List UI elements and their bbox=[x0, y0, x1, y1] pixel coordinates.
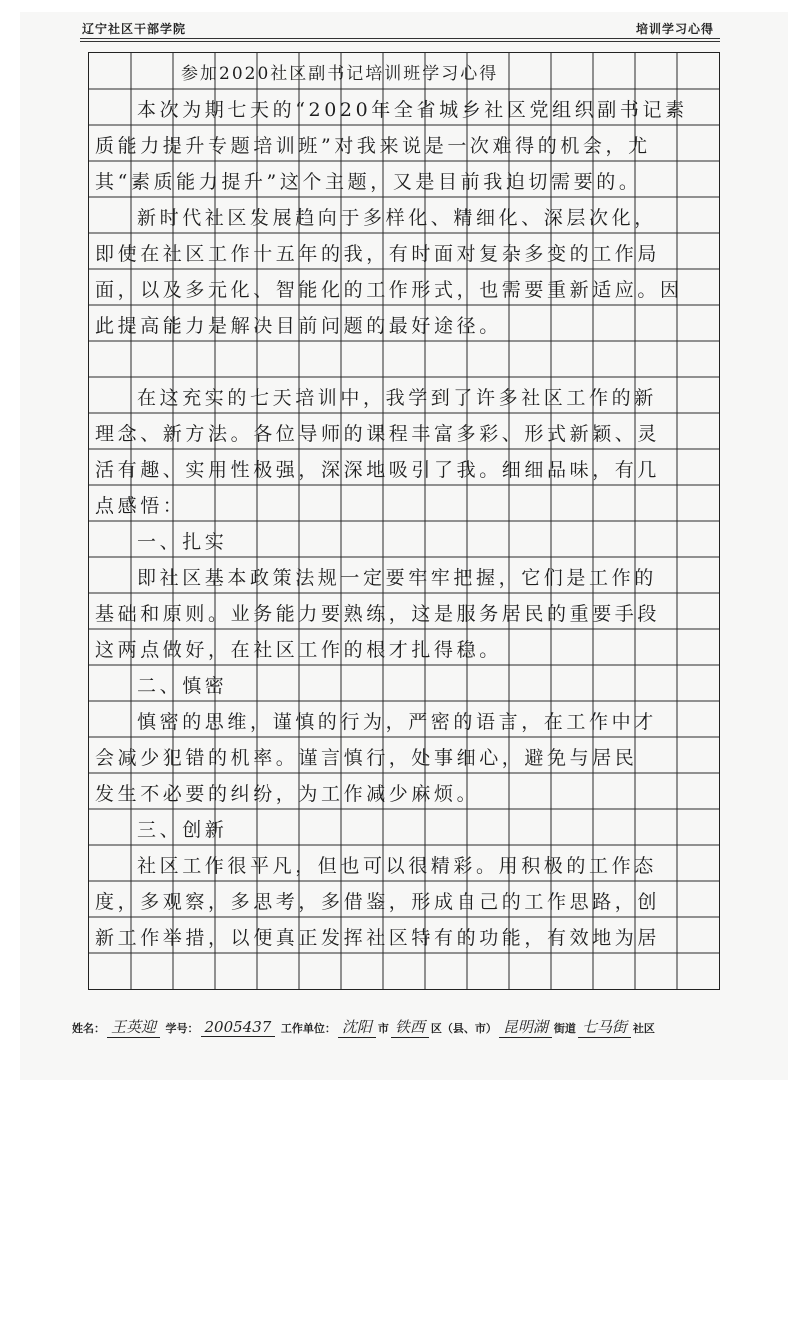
grid-row bbox=[89, 593, 719, 629]
name-value: 王英迎 bbox=[107, 1016, 160, 1038]
text-line: 活有趣、实用性极强，深深地吸引了我。细细品味，有几 bbox=[95, 459, 661, 481]
text-line: 面，以及多元化、智能化的工作形式，也需要重新适应。因 bbox=[95, 279, 683, 301]
text-line: 点感悟： bbox=[95, 495, 186, 517]
text-line: 社区工作很平凡，但也可以很精彩。用积极的工作态 bbox=[137, 855, 657, 877]
text-line: 本次为期七天的“2020年全省城乡社区党组织副书记素 bbox=[137, 99, 688, 121]
grid-row bbox=[89, 917, 719, 953]
grid-row bbox=[89, 845, 719, 881]
city-value: 沈阳 bbox=[338, 1016, 376, 1038]
header-rule-thin bbox=[80, 41, 720, 42]
city-suffix: 市 bbox=[377, 1022, 389, 1035]
section-heading: 一、扎实 bbox=[137, 531, 228, 553]
community-suffix: 社区 bbox=[632, 1022, 655, 1035]
text-line: 在这充实的七天培训中，我学到了许多社区工作的新 bbox=[137, 387, 657, 409]
street-suffix: 街道 bbox=[553, 1022, 576, 1035]
grid-row bbox=[89, 449, 719, 485]
institution-name: 辽宁社区干部学院 bbox=[82, 22, 187, 36]
community-value: 七马街 bbox=[578, 1016, 631, 1038]
text-line: 基础和原则。业务能力要熟练，这是服务居民的重要手段 bbox=[95, 603, 661, 625]
text-line: 慎密的思维，谨慎的行为，严密的语言，在工作中才 bbox=[137, 711, 657, 733]
text-line: 质能力提升专题培训班”对我来说是一次难得的机会，尤 bbox=[95, 135, 651, 157]
grid-row bbox=[89, 161, 719, 197]
grid-row bbox=[89, 305, 719, 341]
grid-row bbox=[89, 485, 719, 521]
grid-row bbox=[89, 881, 719, 917]
text-line: 新工作举措，以便真正发挥社区特有的功能，有效地为居 bbox=[95, 927, 661, 949]
grid-row bbox=[89, 89, 719, 125]
text-line: 度，多观察，多思考，多借鉴，形成自己的工作思路，创 bbox=[95, 891, 661, 913]
text-line: 此提高能力是解决目前问题的最好途径。 bbox=[95, 315, 502, 337]
grid-row bbox=[89, 269, 719, 305]
grid-row bbox=[89, 809, 719, 845]
district-suffix: 区（县、市） bbox=[430, 1022, 497, 1035]
text-line: 这两点做好，在社区工作的根才扎得稳。 bbox=[95, 639, 502, 661]
grid-row bbox=[89, 773, 719, 809]
grid-row bbox=[89, 557, 719, 593]
grid-row-title bbox=[89, 53, 719, 89]
grid-row bbox=[89, 197, 719, 233]
text-line: 发生不必要的纠纷，为工作减少麻烦。 bbox=[95, 783, 480, 805]
grid-row bbox=[89, 125, 719, 161]
name-label: 姓名： bbox=[72, 1022, 105, 1035]
grid-row bbox=[89, 377, 719, 413]
grid-row bbox=[89, 701, 719, 737]
text-line: 即社区基本政策法规一定要牢牢把握，它们是工作的 bbox=[137, 567, 657, 589]
student-id-label: 学号： bbox=[165, 1022, 199, 1035]
work-unit-label: 工作单位： bbox=[280, 1022, 336, 1035]
essay-title: 参加2020社区副书记培训班学习心得 bbox=[181, 64, 499, 84]
street-value: 昆明湖 bbox=[499, 1016, 552, 1038]
text-line: 会减少犯错的机率。谨言慎行，处事细心，避免与居民 bbox=[95, 747, 638, 769]
district-value: 铁西 bbox=[391, 1016, 429, 1038]
footer-info bbox=[72, 1016, 742, 1040]
grid-row bbox=[89, 665, 719, 701]
grid-row bbox=[89, 233, 719, 269]
section-heading: 三、创新 bbox=[137, 819, 228, 841]
text-line: 新时代社区发展趋向于多样化、精细化、深层次化， bbox=[137, 207, 657, 229]
header-rule bbox=[80, 38, 720, 39]
grid-row bbox=[89, 737, 719, 773]
section-heading: 二、慎密 bbox=[137, 675, 228, 697]
student-id-value: 2005437 bbox=[201, 1018, 276, 1037]
document-type: 培训学习心得 bbox=[636, 22, 715, 36]
grid-row bbox=[89, 629, 719, 665]
text-line: 理念、新方法。各位导师的课程丰富多彩、形式新颖、灵 bbox=[95, 423, 661, 445]
text-line: 其“素质能力提升”这个主题，又是目前我迫切需要的。 bbox=[95, 171, 642, 193]
grid-row bbox=[89, 413, 719, 449]
writing-grid-paper bbox=[88, 52, 720, 990]
text-line: 即使在社区工作十五年的我，有时面对复杂多变的工作局 bbox=[95, 243, 661, 265]
grid-row bbox=[89, 521, 719, 557]
